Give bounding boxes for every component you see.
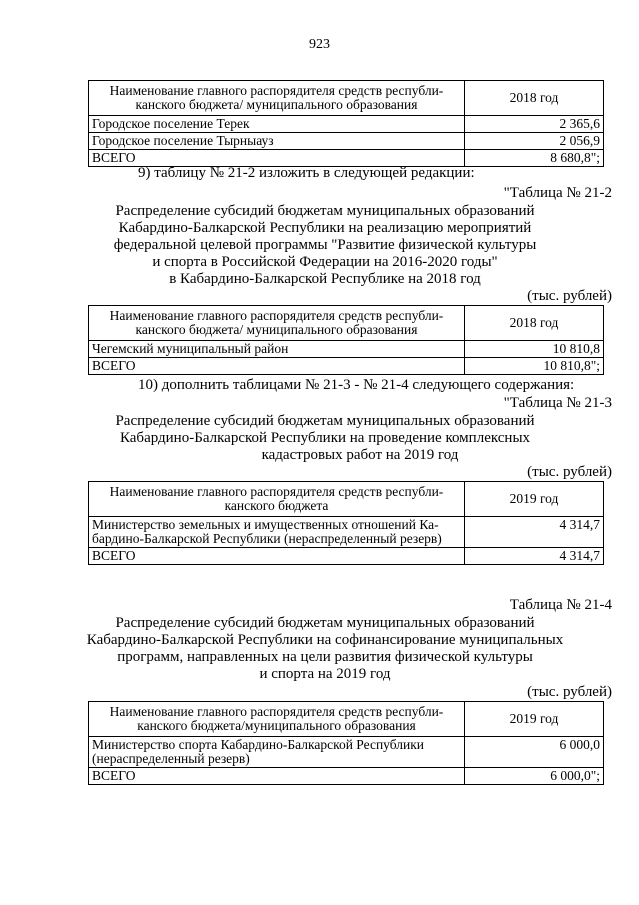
row-value: 6 000,0 bbox=[465, 737, 604, 768]
title-line: кадастровых работ на 2019 год bbox=[261, 447, 459, 463]
title-line: Кабардино-Балкарской Республики на софинансирование муниципальных bbox=[86, 632, 564, 648]
row-value: 10 810,8 bbox=[465, 341, 604, 358]
row-value: 10 810,8"; bbox=[465, 358, 604, 375]
row-value: 6 000,0"; bbox=[465, 768, 604, 785]
title-line: и спорта на 2019 год bbox=[259, 666, 391, 682]
header-line: канского бюджета/ муниципального образования bbox=[135, 322, 418, 337]
row-name: ВСЕГО bbox=[89, 548, 465, 565]
title-line: Распределение субсидий бюджетам муниципальных образований bbox=[115, 203, 535, 219]
title-line: федеральной целевой программы "Развитие физической культуры bbox=[113, 237, 537, 253]
row-name: ВСЕГО bbox=[89, 150, 465, 167]
table-21-4 bbox=[88, 701, 604, 785]
title-line: Кабардино-Балкарской Республики на проведение комплексных bbox=[119, 430, 531, 446]
units-label: (тыс. рублей) bbox=[527, 464, 612, 480]
row-name bbox=[89, 737, 465, 768]
header-name-cell bbox=[89, 81, 465, 116]
title-line: Кабардино-Балкарской Республики на реализацию мероприятий bbox=[118, 220, 532, 236]
table-row bbox=[89, 517, 604, 548]
row-name: ВСЕГО bbox=[89, 768, 465, 785]
table-header-row bbox=[89, 81, 604, 116]
row-name: Чегемский муниципальный район bbox=[89, 341, 465, 358]
table-21-2 bbox=[88, 305, 604, 375]
header-line: канского бюджета/муниципального образования bbox=[137, 718, 416, 733]
row-name-line: Министерство земельных и имущественных отношений Ка- bbox=[92, 517, 439, 532]
header-line: Наименование главного распорядителя средств республи- bbox=[109, 484, 444, 499]
row-name bbox=[89, 517, 465, 548]
row-name-line: Министерство спорта Кабардино-Балкарской Республики bbox=[92, 737, 425, 752]
row-name: Городское поселение Терек bbox=[89, 116, 465, 133]
header-line: Наименование главного распорядителя средств республи- bbox=[109, 704, 444, 719]
table-label-21-3: "Таблица № 21-3 bbox=[503, 395, 612, 411]
units-label: (тыс. рублей) bbox=[527, 288, 612, 304]
title-line: программ, направленных на цели развития физической культуры bbox=[117, 649, 533, 665]
header-line: канского бюджета bbox=[224, 498, 329, 513]
table-row bbox=[89, 737, 604, 768]
title-line: и спорта в Российской Федерации на 2016-2020 годы" bbox=[152, 254, 498, 270]
header-line: Наименование главного распорядителя средств республи- bbox=[109, 308, 444, 323]
table-21-1-continuation bbox=[88, 80, 604, 167]
table-label-21-2: "Таблица № 21-2 bbox=[503, 185, 612, 201]
table-total-row bbox=[89, 548, 604, 565]
title-line: в Кабардино-Балкарской Республике на 2018 год bbox=[169, 271, 481, 287]
title-line: Распределение субсидий бюджетам муниципальных образований bbox=[115, 615, 535, 631]
table-row bbox=[89, 341, 604, 358]
row-value: 4 314,7 bbox=[465, 517, 604, 548]
table-21-3 bbox=[88, 481, 604, 565]
table-title-21-2 bbox=[80, 203, 570, 288]
row-value: 8 680,8"; bbox=[465, 150, 604, 167]
table-label-21-4: Таблица № 21-4 bbox=[509, 597, 612, 613]
table-total-row bbox=[89, 150, 604, 167]
header-name-cell bbox=[89, 702, 465, 737]
item-10-text: 10) дополнить таблицами № 21-3 - № 21-4 следующего содержания: bbox=[138, 377, 575, 393]
table-row bbox=[89, 116, 604, 133]
header-year-cell: 2018 год bbox=[465, 306, 604, 341]
table-title-21-4 bbox=[80, 615, 570, 683]
header-name-cell bbox=[89, 306, 465, 341]
header-year-cell: 2019 год bbox=[465, 482, 604, 517]
table-header-row bbox=[89, 702, 604, 737]
row-name: Городское поселение Тырныауз bbox=[89, 133, 465, 150]
header-line: Наименование главного распорядителя средств республи- bbox=[109, 83, 444, 98]
row-name-line: (нераспределенный резерв) bbox=[92, 751, 250, 766]
table-total-row bbox=[89, 358, 604, 375]
header-year-cell: 2018 год bbox=[465, 81, 604, 116]
item-9-text: 9) таблицу № 21-2 изложить в следующей редакции: bbox=[138, 165, 475, 181]
row-value: 2 056,9 bbox=[465, 133, 604, 150]
table-header-row bbox=[89, 482, 604, 517]
title-line: Распределение субсидий бюджетам муниципальных образований bbox=[115, 413, 535, 429]
row-name-line: бардино-Балкарской Республики (нераспределенный резерв) bbox=[92, 531, 442, 546]
table-title-21-3 bbox=[80, 413, 570, 464]
table-row bbox=[89, 133, 604, 150]
row-value: 4 314,7 bbox=[465, 548, 604, 565]
header-year-cell: 2019 год bbox=[465, 702, 604, 737]
header-name-cell bbox=[89, 482, 465, 517]
header-line: канского бюджета/ муниципального образования bbox=[135, 97, 418, 112]
units-label: (тыс. рублей) bbox=[527, 684, 612, 700]
table-header-row bbox=[89, 306, 604, 341]
row-name: ВСЕГО bbox=[89, 358, 465, 375]
page-number: 923 bbox=[309, 37, 330, 52]
table-total-row bbox=[89, 768, 604, 785]
row-value: 2 365,6 bbox=[465, 116, 604, 133]
